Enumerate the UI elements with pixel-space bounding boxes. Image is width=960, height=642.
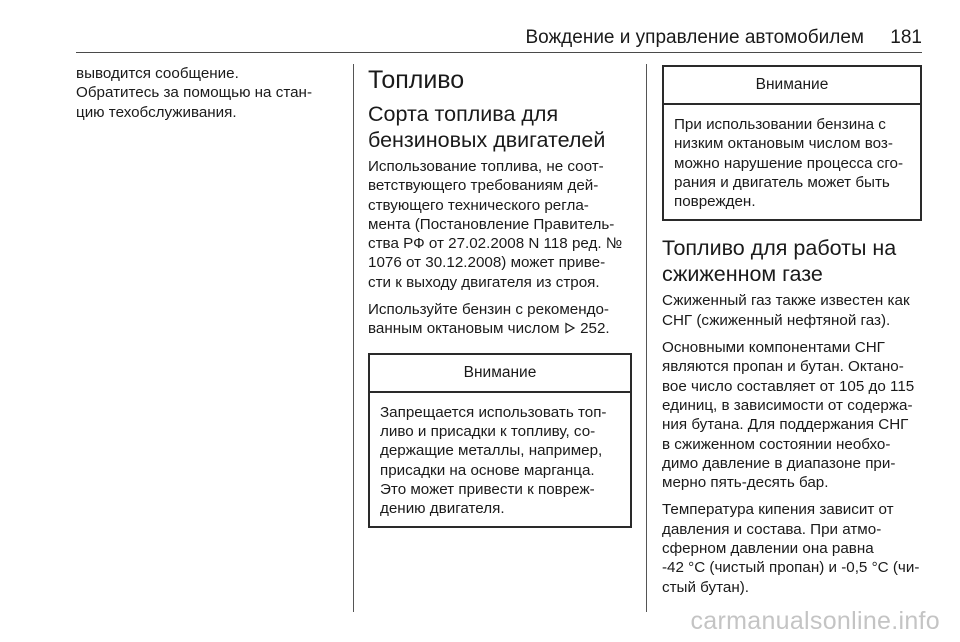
header-rule <box>76 52 922 53</box>
text-line: дению двигателя. <box>380 500 505 518</box>
text-line: ствующего технического регла- <box>368 196 589 214</box>
text-line: ливо и присадки к топливу, со- <box>380 422 596 440</box>
text-line: мента (Постановление Правитель- <box>368 215 615 233</box>
heading-line: Сорта топлива для <box>368 102 559 126</box>
text-line: стый бутан). <box>662 578 750 596</box>
page-number: 181 <box>890 27 922 48</box>
chapter-title: Вождение и управление автомобилем <box>525 27 864 48</box>
heading-line: бензиновых двигателей <box>368 128 606 152</box>
text-line: Температура кипения зависит от <box>662 501 894 519</box>
site-watermark: carmanualsonline.info <box>690 607 940 635</box>
text-line: Используйте бензин с рекомендо- <box>368 301 609 319</box>
page-reference-icon <box>564 322 576 334</box>
lpg-boiling-point-paragraph <box>662 500 926 596</box>
continuation-paragraph <box>76 64 344 122</box>
column-divider <box>646 64 647 612</box>
column-left <box>76 64 344 130</box>
text-line: сти к выходу двигателя из строя. <box>368 273 600 291</box>
text-line: Сжиженный газ также известен как <box>662 292 910 310</box>
text-line: Обратитесь за помощью на стан- <box>76 84 312 102</box>
text-line: -42 °C (чистый пропан) и -0,5 °C (чи- <box>662 559 920 577</box>
text-line: цию техобслуживания. <box>76 103 237 121</box>
text-line: ния бутана. Для поддержания СНГ <box>662 416 909 434</box>
text-line: ветствующего требованиям дей- <box>368 177 599 195</box>
text-line: поврежден. <box>674 193 756 211</box>
warning-box <box>368 353 632 529</box>
text-line: держащие металлы, например, <box>380 442 603 460</box>
text-line: Основными компонентами СНГ <box>662 339 885 357</box>
text-line: в сжиженном состоянии необхо- <box>662 435 891 453</box>
text-line: вое число составляет от 105 до 115 <box>662 377 915 395</box>
text-line: можно нарушение процесса сго- <box>674 154 904 172</box>
subsection-title <box>662 235 926 287</box>
text-line: Это может привести к повреж- <box>380 480 595 498</box>
column-right <box>662 64 926 605</box>
subsection-title <box>368 101 634 153</box>
text-line: сферном давлении она равна <box>662 540 874 558</box>
text-line: давления и состава. При атмо- <box>662 520 882 538</box>
text-fragment: ванным октановым числом <box>368 320 560 338</box>
text-line: димо давление в диапазоне при- <box>662 454 896 472</box>
text-line: рания и двигатель может быть <box>674 173 890 191</box>
section-title: Топливо <box>368 66 465 94</box>
text-line: единиц, в зависимости от содержа- <box>662 396 913 414</box>
lpg-composition-paragraph <box>662 338 926 492</box>
warning-text <box>370 393 630 527</box>
text-line <box>368 319 634 338</box>
column-middle <box>368 64 634 528</box>
warning-box <box>662 65 922 221</box>
column-divider <box>353 64 354 612</box>
heading-line: Топливо для работы на <box>662 236 897 261</box>
text-line: выводится сообщение. <box>76 65 239 82</box>
warning-title: Внимание <box>370 355 630 393</box>
page-reference-link[interactable]: 252. <box>580 320 610 338</box>
warning-text <box>664 105 920 219</box>
heading-line: сжиженном газе <box>662 262 823 287</box>
text-line: низким октановым числом воз- <box>674 135 893 153</box>
octane-recommendation-paragraph <box>368 300 634 339</box>
text-line: При использовании бензина с <box>674 116 886 133</box>
text-line: являются пропан и бутан. Октано- <box>662 358 904 376</box>
lpg-definition-paragraph <box>662 291 926 330</box>
text-line: СНГ (сжиженный нефтяной газ). <box>662 311 891 329</box>
text-line: 1076 от 30.12.2008) может приве- <box>368 254 606 272</box>
fuel-requirements-paragraph <box>368 157 634 292</box>
warning-title: Внимание <box>664 67 920 105</box>
text-line: присадки на основе марганца. <box>380 461 595 479</box>
text-line: мерно пять-десять бар. <box>662 474 829 492</box>
text-line: Использование топлива, не соот- <box>368 158 604 175</box>
page-header <box>76 26 922 50</box>
text-line: Запрещается использовать топ- <box>380 403 607 421</box>
text-line: ства РФ от 27.02.2008 N 118 ред. № <box>368 235 623 253</box>
